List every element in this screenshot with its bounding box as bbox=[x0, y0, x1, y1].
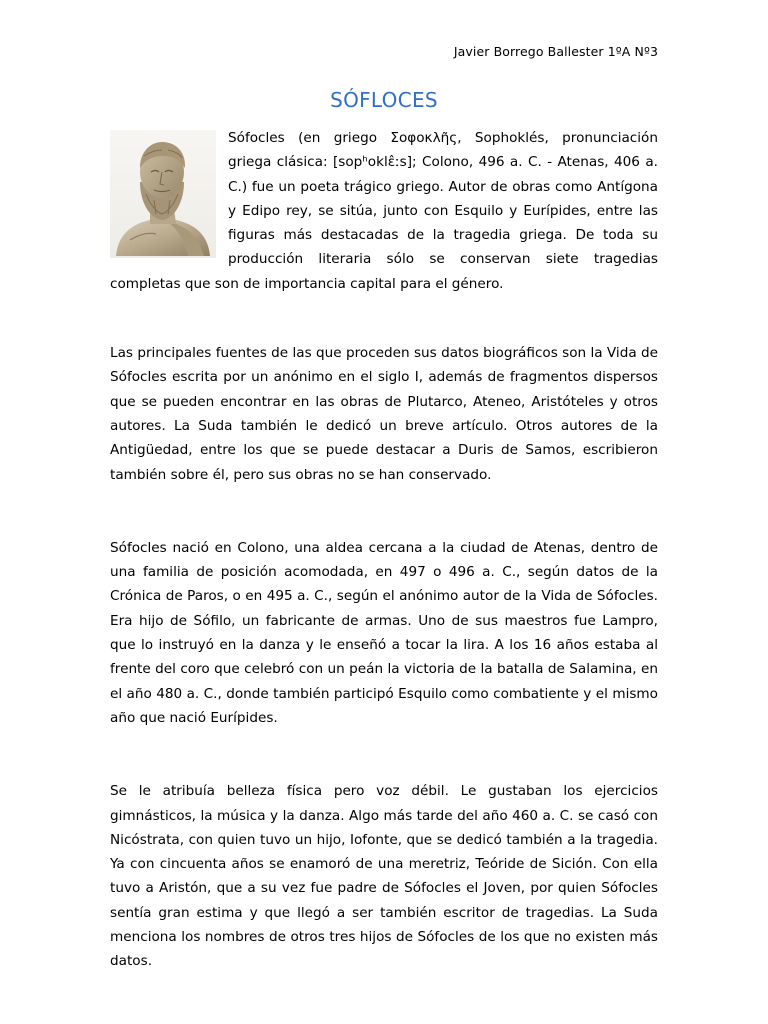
paragraph-family: Se le atribuía belleza física pero voz débil. Le gustaban los ejercicios gimnásticos, la música y la danza. Algo más tarde del año 460 a. C. se casó con Nicóstrata, con quien tuvo un hijo, Iofonte, que se dedicó también a la tragedia. Ya con cincuenta años se enamoró de una meretriz, Teóride de Sición. Con ella tuvo a Aristón, que a su vez fue padre de Sófocles el Joven, por quien Sófocles sentía gran estima y que llegó a ser también escritor de tragedias. La Suda menciona los nombres de otros tres hijos de Sófocles de los que no existen más datos. bbox=[110, 783, 658, 970]
bust-icon bbox=[110, 130, 216, 258]
paragraph-sources: Las principales fuentes de las que proceden sus datos biográficos son la Vida de Sófocles escrita por un anónimo en el siglo I, además de fragmentos dispersos que se pueden encontrar en las obras de Plutarco, Ateneo, Aristóteles y otros autores. La Suda también le dedicó un breve artículo. Otros autores de la Antigüedad, entre los que se puede destacar a Duris de Samos, escribieron también sobre él, pero sus obras no se han conservado. bbox=[110, 345, 658, 483]
sophocles-bust-image bbox=[110, 130, 216, 258]
document-body bbox=[110, 126, 658, 1023]
paragraph-birth: Sófocles nació en Colono, una aldea cercana a la ciudad de Atenas, dentro de una familia de posición acomodada, en 497 o 496 a. C., según datos de la Crónica de Paros, o en 495 a. C., según el anónimo autor de la Vida de Sófocles. Era hijo de Sófilo, un fabricante de armas. Uno de sus maestros fue Lampro, que lo instruyó en la danza y le enseñó a tocar la lira. A los 16 años estaba al frente del coro que celebró con un peán la victoria de la batalla de Salamina, en el año 480 a. C., donde también participó Esquilo como combatiente y el mismo año que nació Eurípides. bbox=[110, 539, 658, 726]
header-author: Javier Borrego Ballester 1ºA Nº3 bbox=[453, 44, 658, 59]
paragraph-intro: Sófocles (en griego Σοφοκλῆς, Sophoklés, pronunciación griega clásica: [sopʰoklɛ̂ːs]; Colono, 496 a. C. - Atenas, 406 a. C.) fue un poeta trágico griego. Autor de obras como Antígona y Edipo rey, se sitúa, junto con Esquilo y Eurípides, entre las figuras más destacadas de la tragedia griega. De toda su producción literaria sólo se conservan siete tragedias completas que son de importancia capital para el género. bbox=[110, 130, 658, 292]
document-title: SÓFLOCES bbox=[330, 88, 438, 112]
